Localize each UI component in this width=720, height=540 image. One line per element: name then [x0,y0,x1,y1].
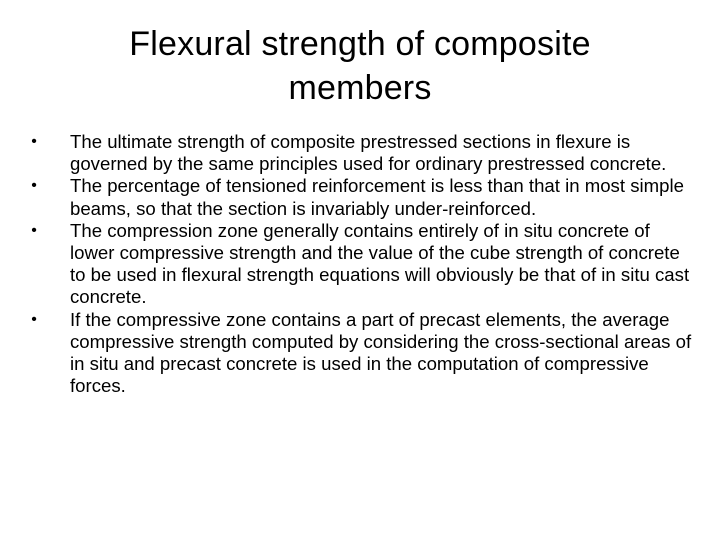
bullet-dot-icon: • [31,133,37,150]
bullet-text: If the compressive zone contains a part of precast elements, the average compressive strength computed by considering the cross-sectional areas of in situ and precast concrete is used in the computation of compressive forces. [70,308,692,397]
slide-title-line-1: Flexural strength of composite [129,25,591,63]
bullet-text: The percentage of tensioned reinforcement is less than that in most simple beams, so that the section is invariably under-reinforced. [70,175,684,219]
bullet-item [27,220,692,309]
bullet-dot-icon: • [31,177,37,195]
bullet-item [27,131,692,175]
slide-title [60,22,660,110]
bullet-item [27,175,692,219]
bullet-text: The compression zone generally contains entirely of in situ concrete of lower compressive strength and the value of the cube strength of concrete to be used in flexural strength equations will obviously be that of in situ cast concrete. [70,219,690,308]
bullet-dot-icon: • [31,221,37,239]
bullet-item [27,309,692,398]
slide-title-line-2: members [288,69,432,107]
bullet-list [27,131,692,397]
bullet-text: The ultimate strength of composite prestressed sections in flexure is governed by the same principles used for ordinary prestressed concrete. [70,131,667,175]
bullet-dot-icon: • [31,310,37,328]
